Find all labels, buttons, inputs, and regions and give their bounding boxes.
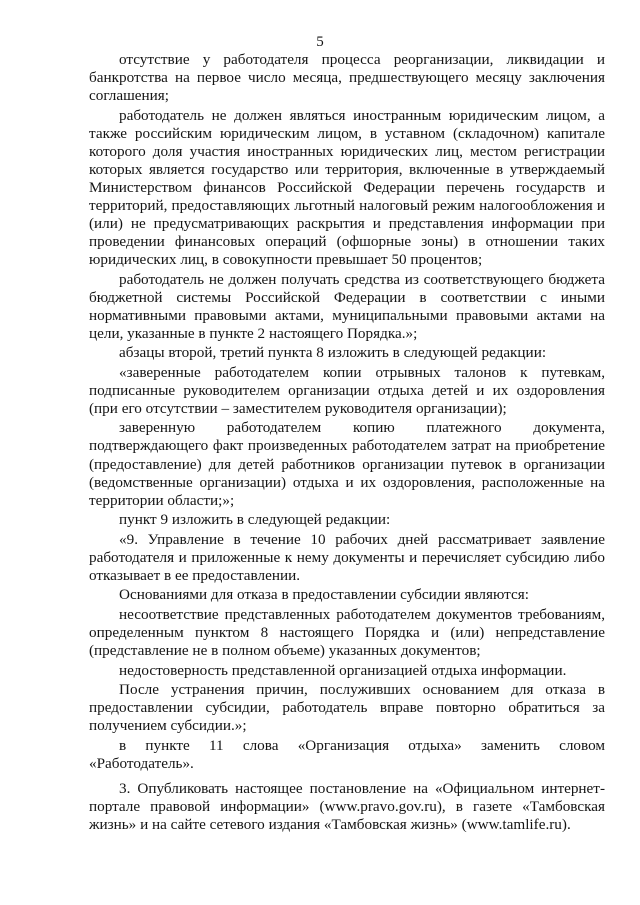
paragraph-payment-document: заверенную работодателем копию платежного документа, подтверждающего факт произведенных работодателем затрат на приобретение (предоставление) для детей работников организации путевок в организации (ведомственные организации) отдыха и их оздоровления, расположенные на территории области;»; [89, 419, 605, 509]
paragraph-not-foreign-entity: работодатель не должен являться иностранным юридическим лицом, а также российским юридическим лицом, в уставном (складочном) капитале которого доля участия иностранных юридических лиц, местом регистрации которых является государство или территория, включенные в утверждаемый Министерством финансов Российской Федерации перечень государств и территорий, предоставляющих льготный налоговый режим налогообложения и (или) не предусматривающих раскрытия и представления информации при проведении финансовых операций (офшорные зоны) в отношении таких юридических лиц, в совокупности превышает 50 процентов; [89, 106, 605, 269]
paragraph-publish: 3. Опубликовать настоящее постановление на «Официальном интернет-портале правовой информации» (www.pravo.gov.ru), в газете «Тамбовская жизнь» и на сайте сетевого издания «Тамбовская жизнь» (www.tamlife.ru). [89, 779, 605, 833]
paragraph-amend-point-8: абзацы второй, третий пункта 8 изложить в следующей редакции: [119, 344, 547, 362]
paragraph-voucher-copies: «заверенные работодателем копии отрывных талонов к путевкам, подписанные руководителем организации отдыха детей и их оздоровления (при его отсутствии – заместителем руководителя организации); [89, 363, 605, 417]
paragraph-reapply: После устранения причин, послуживших основанием для отказа в предоставлении субсидии, работодатель вправе повторно обратиться за получением субсидии.»; [89, 681, 605, 735]
paragraph-no-budget-funds: работодатель не должен получать средства из соответствующего бюджета бюджетной системы Российской Федерации в соответствии с иными нормативными правовыми актами, муниципальными правовыми актами на цели, указанные в пункте 2 настоящего Порядка.»; [89, 270, 605, 342]
paragraph-documents-mismatch: несоответствие представленных работодателем документов требованиям, определенным пунктом 8 настоящего Порядка и (или) непредставление (представление не в полном объеме) указанных документов; [89, 605, 605, 659]
paragraph-refusal-grounds: Основаниями для отказа в предоставлении субсидии являются: [119, 586, 529, 604]
page-number: 5 [316, 34, 324, 50]
paragraph-point-9-text: «9. Управление в течение 10 рабочих дней рассматривает заявление работодателя и приложенные к нему документы и перечисляет субсидию либо отказывает в ее предоставлении. [89, 530, 605, 584]
paragraph-false-information: недостоверность представленной организацией отдыха информации. [119, 661, 567, 679]
paragraph-amend-point-9: пункт 9 изложить в следующей редакции: [119, 511, 391, 529]
paragraph-no-reorganization: отсутствие у работодателя процесса реорганизации, ликвидации и банкротства на первое число месяца, предшествующего месяцу заключения соглашения; [89, 51, 605, 105]
paragraph-amend-point-11: в пункте 11 слова «Организация отдыха» заменить словом «Работодатель». [89, 736, 605, 772]
document-body [89, 51, 605, 834]
